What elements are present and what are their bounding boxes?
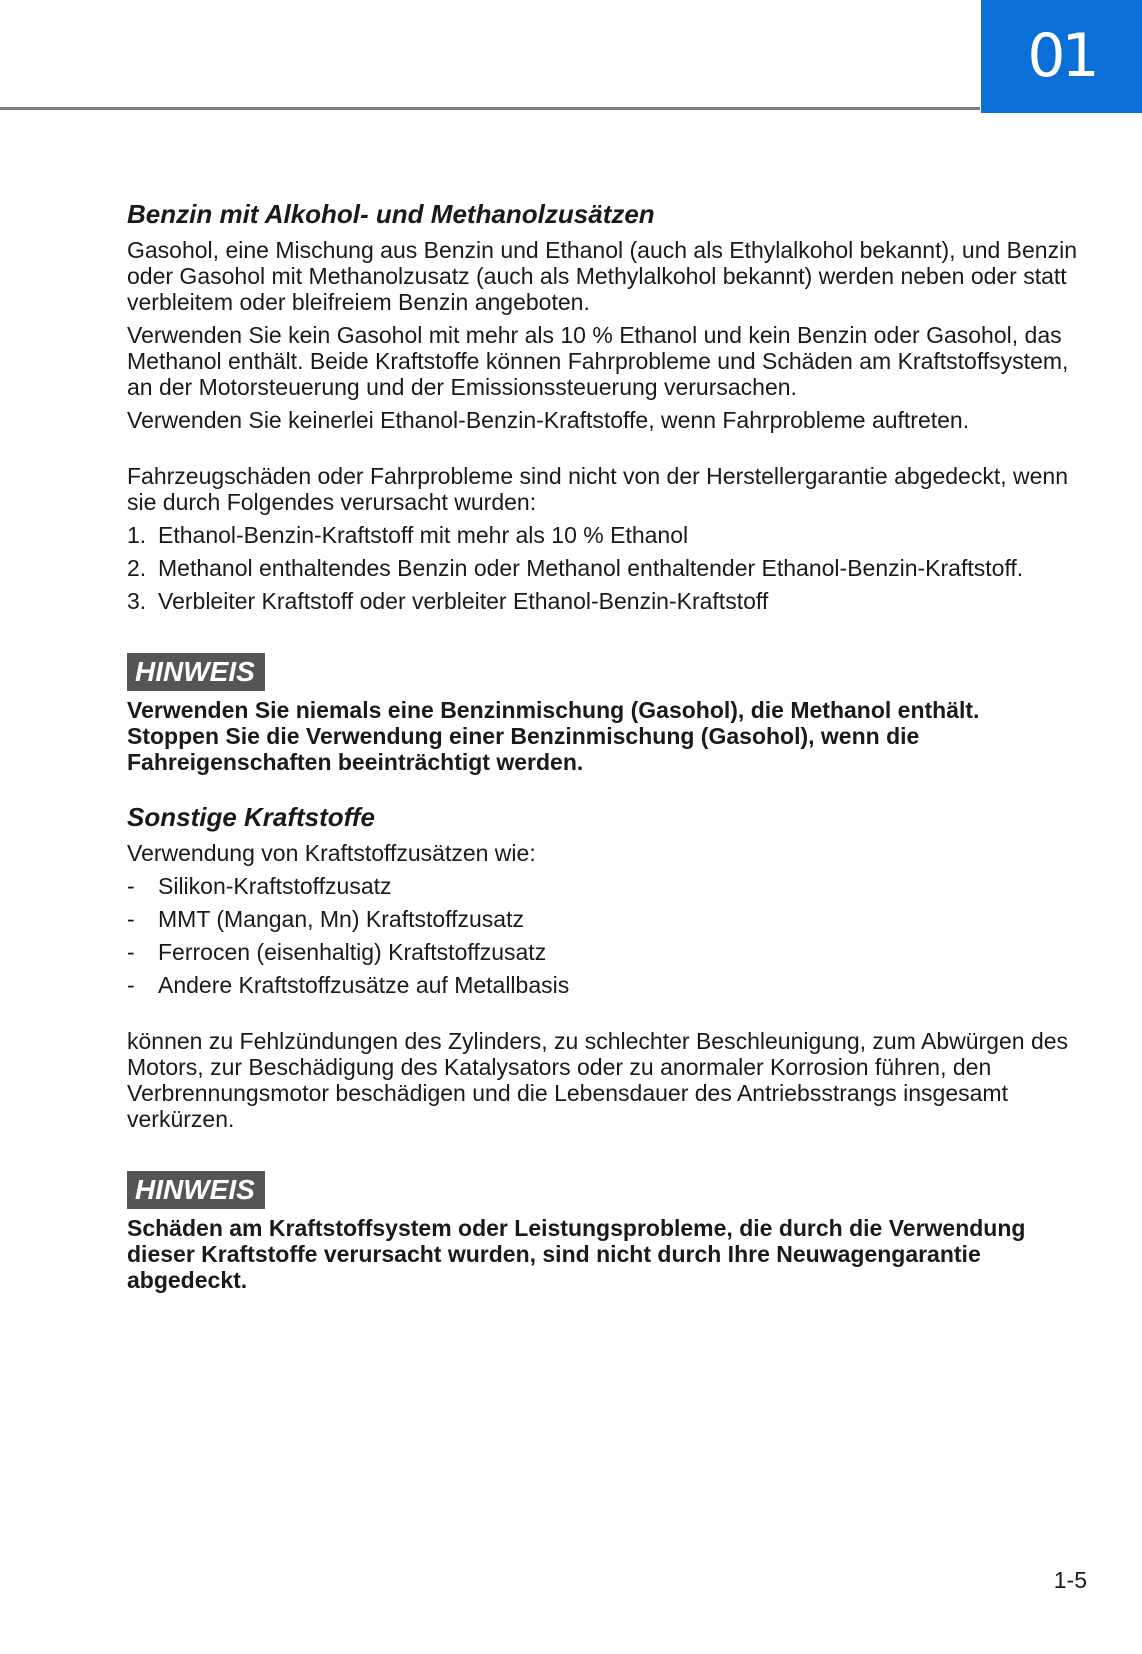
- list-marker: 2.: [127, 555, 147, 581]
- additive-list: [127, 873, 1077, 998]
- section-title-alcohol-methanol: Benzin mit Alkohol- und Methanolzusätzen: [127, 199, 655, 229]
- list-item: [127, 522, 1077, 548]
- chapter-tab: 01: [981, 0, 1142, 113]
- paragraph-additive-consequences: können zu Fehlzündungen des Zylinders, zu schlechter Beschleunigung, zum Abwürgen des Motors, zur Beschädigung des Katalysators oder zu anormaler Korrosion führen, den Verbrennungsmotor beschädigen und die Lebensdauer des Antriebsstrangs insgesamt verkürzen.: [127, 1028, 1069, 1132]
- list-item-text: Ethanol-Benzin-Kraftstoff mit mehr als 10 % Ethanol: [158, 522, 689, 548]
- list-marker: -: [127, 939, 135, 965]
- notice-block-warranty: [127, 1139, 1077, 1293]
- list-item: [127, 555, 1077, 581]
- header-rule: [0, 107, 980, 110]
- paragraph-ethanol-warning: Verwenden Sie keinerlei Ethanol-Benzin-Kraftstoffe, wenn Fahrprobleme auftreten.: [127, 407, 970, 433]
- list-item: [127, 939, 1077, 965]
- list-item-text: Methanol enthaltendes Benzin oder Methanol enthaltender Ethanol-Benzin-Kraftstoff.: [158, 555, 1024, 581]
- list-item-text: Andere Kraftstoffzusätze auf Metallbasis: [158, 972, 570, 998]
- list-item: [127, 873, 1077, 899]
- list-marker: 1.: [127, 522, 147, 548]
- page-number: 1-5: [1053, 1567, 1087, 1593]
- paragraph-gasohol-limit: Verwenden Sie kein Gasohol mit mehr als 10 % Ethanol und kein Benzin oder Gasohol, das Methanol enthält. Beide Kraftstoffe können Fahrprobleme und Schäden am Kraftstoffsystem, an der Motorsteuerung und der Emissionssteuerung verursachen.: [127, 322, 1069, 400]
- list-marker: 3.: [127, 588, 147, 614]
- notice-label: HINWEIS: [127, 653, 265, 691]
- notice-block-methanol: [127, 621, 1077, 775]
- list-item-text: Silikon-Kraftstoffzusatz: [158, 873, 392, 899]
- section-title-other-fuels: Sonstige Kraftstoffe: [127, 802, 375, 832]
- paragraph-gasohol-intro: Gasohol, eine Mischung aus Benzin und Ethanol (auch als Ethylalkohol bekannt), und Benzin oder Gasohol mit Methanolzusatz (auch als Methylalkohol bekannt) werden neben oder statt verbleitem oder bleifreiem Benzin angeboten.: [127, 237, 1077, 315]
- paragraph-warranty: Fahrzeugschäden oder Fahrprobleme sind nicht von der Herstellergarantie abgedeckt, wenn sie durch Folgendes verursacht wurden:: [127, 463, 1068, 515]
- list-marker: -: [127, 972, 135, 998]
- list-marker: -: [127, 873, 135, 899]
- list-marker: -: [127, 906, 135, 932]
- notice-text: Schäden am Kraftstoffsystem oder Leistungsprobleme, die durch die Verwendung dieser Kraftstoffe verursacht wurden, sind nicht durch Ihre Neuwagengarantie abgedeckt.: [127, 1215, 1026, 1293]
- list-item-text: Ferrocen (eisenhaltig) Kraftstoffzusatz: [158, 939, 547, 965]
- notice-text: Verwenden Sie niemals eine Benzinmischung (Gasohol), die Methanol enthält. Stoppen Sie die Verwendung einer Benzinmischung (Gasohol), wenn die Fahreigenschaften beeinträchtigt werden.: [127, 697, 980, 775]
- list-item: [127, 588, 1077, 614]
- warranty-exclusion-list: [127, 522, 1077, 614]
- list-item: [127, 972, 1077, 998]
- list-item-text: MMT (Mangan, Mn) Kraftstoffzusatz: [158, 906, 524, 932]
- paragraph-additives-intro: Verwendung von Kraftstoffzusätzen wie:: [127, 840, 536, 866]
- list-item-text: Verbleiter Kraftstoff oder verbleiter Ethanol-Benzin-Kraftstoff: [158, 588, 769, 614]
- list-item: [127, 906, 1077, 932]
- page-content: [127, 198, 1077, 1293]
- notice-label: HINWEIS: [127, 1171, 265, 1209]
